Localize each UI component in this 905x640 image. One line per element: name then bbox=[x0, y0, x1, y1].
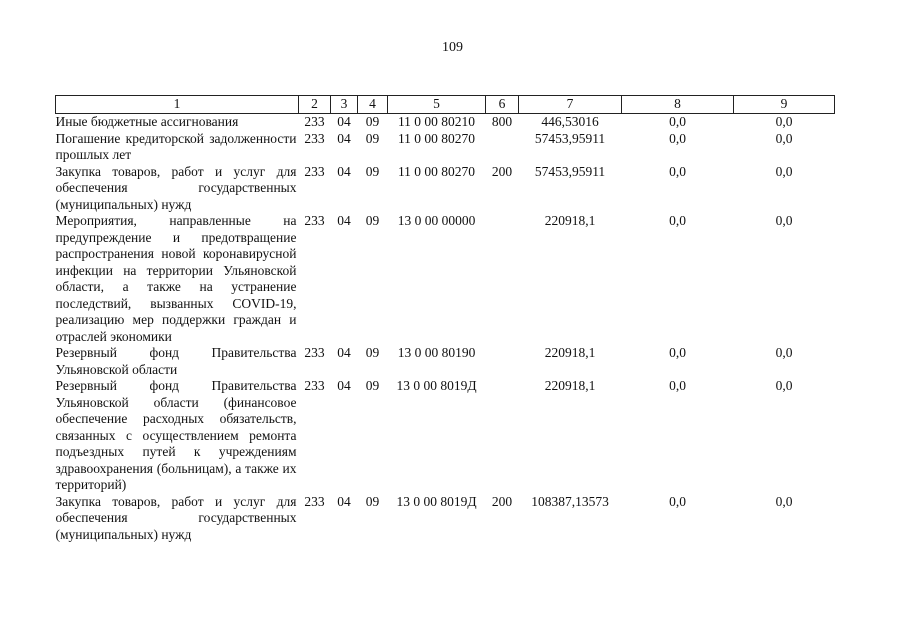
row-name-cell: Резервный фонд Правительства Ульяновской области bbox=[55, 345, 297, 377]
admin-code-cell: 233 bbox=[304, 163, 325, 179]
expense-type-cell: 200 bbox=[491, 163, 513, 179]
target-article-cell: 11 0 00 80210 bbox=[397, 114, 476, 129]
amount-col9-cell: 0,0 bbox=[775, 213, 793, 228]
section-cell: 04 bbox=[337, 130, 351, 146]
section-cell: 04 bbox=[337, 163, 351, 179]
target-article-cell: 13 0 00 00000 bbox=[397, 213, 476, 228]
expense-type-cell bbox=[486, 131, 519, 164]
section-cell: 04 bbox=[337, 493, 351, 509]
amount-col9-cell: 0,0 bbox=[775, 114, 793, 129]
page-number: 109 bbox=[442, 40, 463, 55]
admin-code-cell: 233 bbox=[304, 114, 325, 129]
header-cell-5: 5 bbox=[388, 96, 486, 114]
amount-col8-cell: 0,0 bbox=[669, 345, 686, 360]
row-name-cell: Резервный фонд Правительства Ульяновской области (финансовое обеспечение расходных обязательств, связанных с осуществлением ремонта подъездных путей к учреждениям здравоохранения (больницам), а также их территорий) bbox=[55, 378, 297, 492]
header-cell-4: 4 bbox=[358, 96, 388, 114]
table-row bbox=[56, 114, 835, 131]
amount-col8-cell: 0,0 bbox=[669, 163, 686, 179]
amount-col8-cell: 0,0 bbox=[669, 114, 686, 129]
amount-col8-cell: 0,0 bbox=[669, 130, 686, 146]
admin-code-cell: 233 bbox=[304, 378, 325, 393]
amount-cell: 220918,1 bbox=[544, 213, 596, 228]
row-name-cell: Закупка товаров, работ и услуг для обеспечения государственных (муниципальных) нужд bbox=[55, 493, 297, 542]
table-row bbox=[56, 164, 835, 214]
header-cell-6: 6 bbox=[486, 96, 519, 114]
table-row bbox=[56, 378, 835, 494]
header-cell-9: 9 bbox=[734, 96, 835, 114]
admin-code-cell: 233 bbox=[304, 493, 325, 509]
amount-col9-cell: 0,0 bbox=[775, 130, 793, 146]
amount-col9-cell: 0,0 bbox=[775, 345, 793, 360]
table-row bbox=[56, 345, 835, 378]
header-cell-7: 7 bbox=[519, 96, 622, 114]
table-row bbox=[56, 131, 835, 164]
expense-type-cell bbox=[486, 345, 519, 378]
amount-cell: 108387,13573 bbox=[531, 493, 609, 509]
amount-cell: 446,53016 bbox=[541, 114, 599, 129]
target-article-cell: 13 0 00 8019Д bbox=[396, 378, 477, 393]
admin-code-cell: 233 bbox=[304, 130, 325, 146]
subsection-cell: 09 bbox=[365, 345, 380, 360]
amount-col8-cell: 0,0 bbox=[669, 213, 686, 228]
header-cell-2: 2 bbox=[299, 96, 331, 114]
subsection-cell: 09 bbox=[365, 378, 380, 393]
amount-cell: 220918,1 bbox=[544, 345, 596, 360]
table-row bbox=[56, 213, 835, 345]
subsection-cell: 09 bbox=[365, 114, 380, 129]
row-name-cell: Иные бюджетные ассигнования bbox=[55, 114, 239, 129]
header-cell-8: 8 bbox=[622, 96, 734, 114]
amount-col8-cell: 0,0 bbox=[669, 378, 686, 393]
target-article-cell: 11 0 00 80270 bbox=[397, 163, 476, 179]
amount-col9-cell: 0,0 bbox=[775, 163, 793, 179]
row-name-cell: Мероприятия, направленные на предупреждение и предотвращение распространения новой коронавирусной инфекции на территории Ульяновской области, а также на устранение последствий, вызванных COVID-19, реализацию мер поддержки граждан и отраслей экономики bbox=[55, 213, 297, 344]
admin-code-cell: 233 bbox=[304, 213, 325, 228]
table-row bbox=[56, 494, 835, 544]
subsection-cell: 09 bbox=[365, 493, 380, 509]
expense-type-cell: 800 bbox=[491, 114, 513, 129]
header-cell-1: 1 bbox=[56, 96, 299, 114]
expense-type-cell bbox=[486, 213, 519, 345]
amount-cell: 220918,1 bbox=[544, 378, 596, 393]
subsection-cell: 09 bbox=[365, 130, 380, 146]
header-cell-3: 3 bbox=[331, 96, 358, 114]
amount-cell: 57453,95911 bbox=[534, 130, 606, 146]
target-article-cell: 11 0 00 80270 bbox=[397, 130, 476, 146]
expense-type-cell bbox=[486, 378, 519, 494]
subsection-cell: 09 bbox=[365, 163, 380, 179]
target-article-cell: 13 0 00 80190 bbox=[397, 345, 476, 360]
target-article-cell: 13 0 00 8019Д bbox=[396, 493, 477, 509]
amount-col8-cell: 0,0 bbox=[669, 493, 686, 509]
section-cell: 04 bbox=[337, 345, 351, 360]
subsection-cell: 09 bbox=[365, 213, 380, 228]
row-name-cell: Закупка товаров, работ и услуг для обеспечения государственных (муниципальных) нужд bbox=[55, 163, 297, 212]
header-row bbox=[56, 96, 835, 114]
amount-col9-cell: 0,0 bbox=[775, 378, 793, 393]
section-cell: 04 bbox=[337, 213, 351, 228]
budget-table bbox=[55, 95, 835, 543]
amount-cell: 57453,95911 bbox=[534, 163, 606, 179]
amount-col9-cell: 0,0 bbox=[775, 493, 793, 509]
row-name-cell: Погашение кредиторской задолженности прошлых лет bbox=[55, 130, 297, 162]
admin-code-cell: 233 bbox=[304, 345, 325, 360]
section-cell: 04 bbox=[337, 114, 351, 129]
section-cell: 04 bbox=[337, 378, 351, 393]
expense-type-cell: 200 bbox=[491, 493, 513, 509]
